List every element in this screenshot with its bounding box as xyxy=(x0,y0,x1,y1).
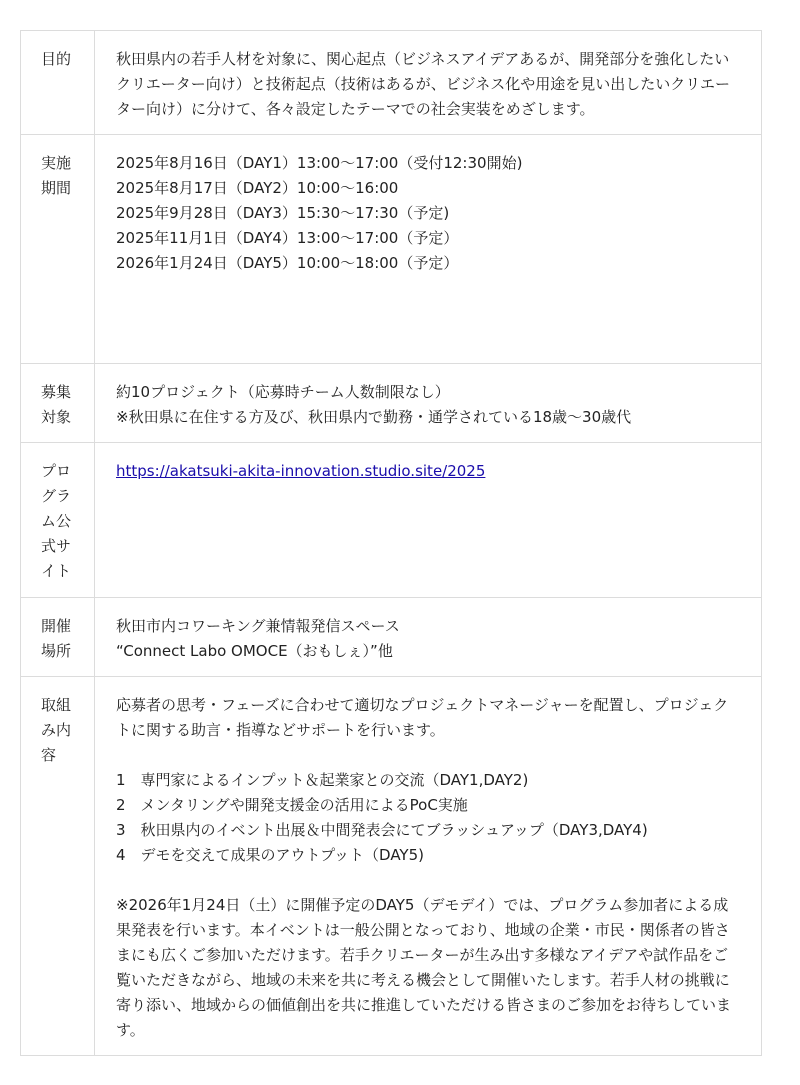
label-line: 場所 xyxy=(41,642,72,660)
recruit-eligibility: ※秋田県に在住する方及び、秋田県内で勤務・通学されている18歳～30歳代 xyxy=(116,408,632,426)
label-line: プロ xyxy=(41,462,72,480)
schedule-day2: 2025年8月17日（DAY2）10:00～16:00 xyxy=(116,179,399,197)
spacer xyxy=(116,868,741,893)
label-line: 開催 xyxy=(41,617,72,635)
row-recruit xyxy=(21,364,762,443)
schedule-day5: 2026年1月24日（DAY5）10:00～18:00（予定） xyxy=(116,254,459,272)
activity-item: 2 メンタリングや開発支援金の活用によるPoC実施 xyxy=(116,796,468,814)
label-line: 対象 xyxy=(41,408,72,426)
content-site xyxy=(95,443,762,598)
content-purpose xyxy=(95,31,762,135)
program-site-link[interactable]: https://akatsuki-akita-innovation.studio.site/2025 xyxy=(116,462,486,480)
label-recruit xyxy=(21,364,95,443)
content-period xyxy=(95,135,762,364)
venue-description: 秋田市内コワーキング兼情報発信スペース xyxy=(116,617,400,635)
label-line: 容 xyxy=(41,746,57,764)
label-site xyxy=(21,443,95,598)
label-line: 式サ xyxy=(41,537,72,555)
program-info-table xyxy=(20,30,762,1056)
demo-day-note: ※2026年1月24日（土）に開催予定のDAY5（デモデイ）では、プログラム参加者による成果発表を行います。本イベントは一般公開となっており、地域の企業・市民・関係者の皆さまにも広くご参加いただけます。若手クリエーターが生み出す多様なアイデアや試作品をご覧いただきながら、地域の未来を共に考える機会として開催いたします。若手人材の挑戦に寄り添い、地域からの価値創出を共に推進していただける皆さまのご参加をお待ちしています。 xyxy=(116,896,732,1039)
activities-intro: 応募者の思考・フェーズに合わせて適切なプロジェクトマネージャーを配置し、プロジェクトに関する助言・指導などサポートを行います。 xyxy=(116,696,729,739)
label-content xyxy=(21,677,95,1056)
content-activities xyxy=(95,677,762,1056)
label-line: 期間 xyxy=(41,179,72,197)
label-line: 実施 xyxy=(41,154,72,172)
row-period xyxy=(21,135,762,364)
schedule-day1: 2025年8月16日（DAY1）13:00～17:00（受付12:30開始) xyxy=(116,154,523,172)
label-line: 募集 xyxy=(41,383,72,401)
row-venue xyxy=(21,598,762,677)
purpose-text: 秋田県内の若手人材を対象に、関心起点（ビジネスアイデアあるが、開発部分を強化したいクリエーター向け）と技術起点（技術はあるが、ビジネス化や用途を見い出したいクリエーター向け）に分けて、各々設定したテーマでの社会実装をめざします。 xyxy=(116,50,730,118)
spacer xyxy=(116,743,741,768)
schedule-day3: 2025年9月28日（DAY3）15:30～17:30（予定) xyxy=(116,204,450,222)
schedule-day4: 2025年11月1日（DAY4）13:00～17:00（予定） xyxy=(116,229,459,247)
label-purpose xyxy=(21,31,95,135)
label-line: 取組 xyxy=(41,696,72,714)
recruit-count: 約10プロジェクト（応募時チーム人数制限なし） xyxy=(116,383,450,401)
content-recruit xyxy=(95,364,762,443)
activity-item: 3 秋田県内のイベント出展＆中間発表会にてブラッシュアップ（DAY3,DAY4) xyxy=(116,821,648,839)
label-line: み内 xyxy=(41,721,72,739)
label-venue xyxy=(21,598,95,677)
label-line: 目的 xyxy=(41,50,72,68)
activity-item: 1 専門家によるインプット＆起業家との交流（DAY1,DAY2) xyxy=(116,771,529,789)
activity-item: 4 デモを交えて成果のアウトプット（DAY5) xyxy=(116,846,424,864)
label-period xyxy=(21,135,95,364)
row-content xyxy=(21,677,762,1056)
label-line: グラ xyxy=(41,487,72,505)
label-line: イト xyxy=(41,562,72,580)
label-line: ム公 xyxy=(41,512,72,530)
venue-name: “Connect Labo OMOCE（おもしぇ）”他 xyxy=(116,642,393,660)
row-purpose xyxy=(21,31,762,135)
content-venue xyxy=(95,598,762,677)
row-site xyxy=(21,443,762,598)
